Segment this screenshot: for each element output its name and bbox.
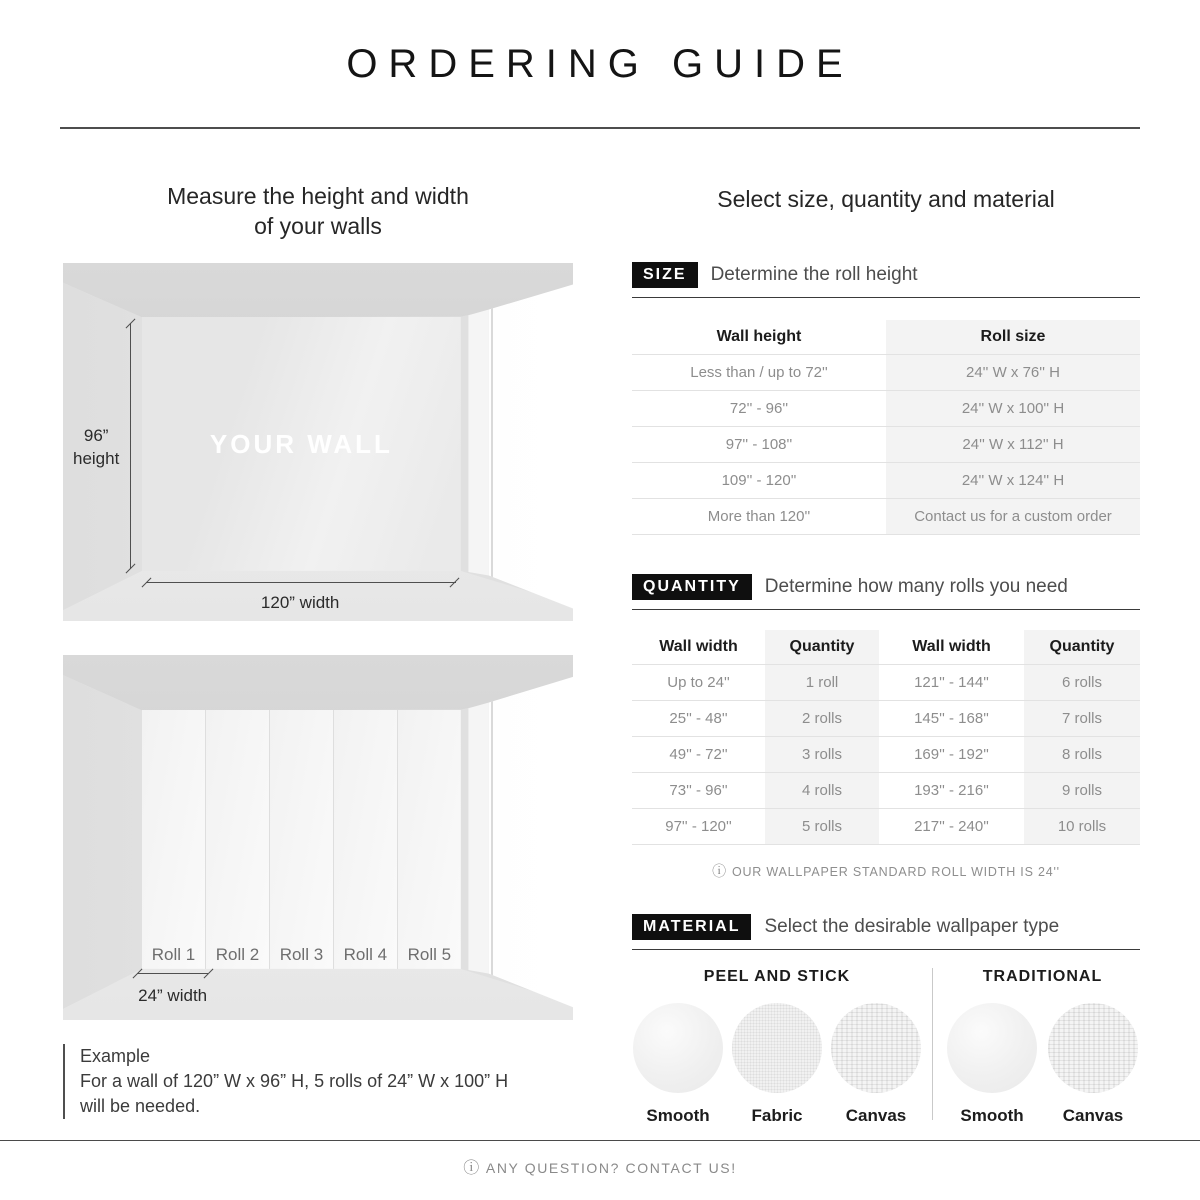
size-description: Determine the roll height <box>710 264 918 285</box>
wall-width-cell: 193'' - 216'' <box>879 773 1024 809</box>
canvas-texture-swatch <box>1048 1003 1138 1093</box>
wallpaper-rolls <box>142 710 461 968</box>
quantity-cell: 3 rolls <box>765 737 879 773</box>
roll-width-label: 24” width <box>138 986 208 1006</box>
material-option-canvas <box>1047 1003 1139 1126</box>
measure-heading-line2: of your walls <box>254 213 382 239</box>
table-row <box>632 355 1140 391</box>
measure-heading-line1: Measure the height and width <box>167 183 469 209</box>
smooth-texture-swatch <box>633 1003 723 1093</box>
material-option-fabric <box>731 1003 823 1126</box>
roll-width-measure-line <box>137 973 207 974</box>
material-option-label: Canvas <box>845 1106 907 1125</box>
table-row <box>632 391 1140 427</box>
quantity-cell: 5 rolls <box>765 809 879 845</box>
qty-col-quantity: Quantity <box>1024 630 1140 665</box>
roll-size-cell: 24'' W x 124'' H <box>886 463 1140 499</box>
quantity-cell: 1 roll <box>765 665 879 701</box>
material-group-peel-and-stick <box>632 968 922 1126</box>
your-wall-label: YOUR WALL <box>209 428 393 459</box>
size-section-header <box>632 262 1140 298</box>
measure-heading <box>63 181 573 241</box>
size-col-wall-height: Wall height <box>716 328 802 345</box>
material-option-label: Smooth <box>646 1106 710 1125</box>
height-value: 96” <box>83 426 109 446</box>
wall-width-cell: 169'' - 192'' <box>879 737 1024 773</box>
wall-height-cell: 109'' - 120'' <box>632 463 886 499</box>
size-table <box>632 320 1140 535</box>
table-row <box>632 737 1140 773</box>
roll-panel <box>398 710 461 968</box>
width-measure-line <box>146 582 456 583</box>
example-line1: For a wall of 120” W x 96” H, 5 rolls of 24” W x 100” H <box>80 1071 509 1091</box>
qty-col-quantity: Quantity <box>765 630 879 665</box>
roll-label: Roll 3 <box>279 945 324 964</box>
quantity-table <box>632 630 1140 845</box>
roll-panel <box>206 710 270 968</box>
height-measure-line <box>130 323 131 569</box>
footer-note <box>0 1155 1200 1178</box>
table-row <box>632 499 1140 535</box>
window-mullion <box>491 655 493 1020</box>
wall-width-cell: 121'' - 144'' <box>879 665 1024 701</box>
roll-size-cell: 24'' W x 112'' H <box>886 427 1140 463</box>
quantity-description: Determine how many rolls you need <box>764 576 1068 597</box>
material-options <box>632 1003 922 1126</box>
material-option-canvas <box>830 1003 922 1126</box>
quantity-cell: 8 rolls <box>1024 737 1140 773</box>
roll-width-note <box>632 861 1140 881</box>
material-section-header <box>632 914 1140 950</box>
size-section <box>632 262 1140 535</box>
height-word: height <box>72 449 120 469</box>
quantity-cell: 10 rolls <box>1024 809 1140 845</box>
quantity-cell: 9 rolls <box>1024 773 1140 809</box>
table-row <box>632 665 1140 701</box>
material-option-smooth <box>946 1003 1038 1126</box>
wall-width-cell: 73'' - 96'' <box>632 773 765 809</box>
smooth-texture-swatch <box>947 1003 1037 1093</box>
roll-label: Roll 1 <box>151 945 196 964</box>
quantity-cell: 4 rolls <box>765 773 879 809</box>
table-row <box>632 809 1140 845</box>
wall-width-cell: 97'' - 120'' <box>632 809 765 845</box>
wall-width-cell: 145'' - 168'' <box>879 701 1024 737</box>
material-option-smooth <box>632 1003 724 1126</box>
material-group-name: TRADITIONAL <box>982 968 1103 985</box>
table-row <box>632 701 1140 737</box>
size-badge: SIZE <box>632 262 698 288</box>
quantity-cell: 7 rolls <box>1024 701 1140 737</box>
quantity-badge: QUANTITY <box>632 574 752 600</box>
select-heading: Select size, quantity and material <box>717 186 1055 212</box>
wall-width-cell: Up to 24'' <box>632 665 765 701</box>
window-mullion <box>491 263 493 621</box>
quantity-cell: 2 rolls <box>765 701 879 737</box>
wall-height-cell: 97'' - 108'' <box>632 427 886 463</box>
example-line2: will be needed. <box>80 1096 201 1116</box>
info-icon: ⓘ <box>712 863 727 879</box>
material-groups <box>632 968 1140 1126</box>
table-row <box>632 463 1140 499</box>
room-illustration-measure <box>63 263 573 621</box>
wall-width-cell: 217'' - 240'' <box>879 809 1024 845</box>
wall-height-cell: 72'' - 96'' <box>632 391 886 427</box>
roll-size-cell: 24'' W x 76'' H <box>886 355 1140 391</box>
roll-label: Roll 4 <box>343 945 388 964</box>
info-icon: ⓘ <box>463 1160 481 1177</box>
canvas-texture-swatch <box>831 1003 921 1093</box>
height-label <box>63 424 129 470</box>
roll-panel <box>270 710 334 968</box>
qty-col-wall-width: Wall width <box>912 638 991 655</box>
footer-note-text: ANY QUESTION? CONTACT US! <box>485 1160 737 1176</box>
table-row <box>632 773 1140 809</box>
material-group-traditional <box>945 968 1140 1126</box>
quantity-section <box>632 574 1140 881</box>
roll-label: Roll 5 <box>407 945 452 964</box>
roll-panel <box>334 710 398 968</box>
roll-width-note-text: OUR WALLPAPER STANDARD ROLL WIDTH IS 24'' <box>731 865 1060 879</box>
roll-label: Roll 2 <box>215 945 260 964</box>
material-badge: MATERIAL <box>632 914 751 940</box>
qty-col-wall-width: Wall width <box>659 638 738 655</box>
material-option-label: Smooth <box>960 1106 1024 1125</box>
table-row <box>632 427 1140 463</box>
page-title: ORDERING GUIDE <box>346 42 854 86</box>
room-back-wall <box>142 317 461 570</box>
room-illustration-rolls <box>63 655 573 1020</box>
material-option-label: Fabric <box>751 1106 803 1125</box>
footer-divider <box>0 1140 1200 1141</box>
quantity-section-header <box>632 574 1140 610</box>
example-note <box>63 1044 568 1119</box>
wall-width-cell: 49'' - 72'' <box>632 737 765 773</box>
roll-panel <box>142 710 206 968</box>
material-description: Select the desirable wallpaper type <box>764 916 1060 937</box>
width-label: 120” width <box>260 593 340 613</box>
title-divider <box>60 127 1140 129</box>
material-option-label: Canvas <box>1062 1106 1124 1125</box>
wall-width-cell: 25'' - 48'' <box>632 701 765 737</box>
material-section <box>632 914 1140 1126</box>
roll-size-cell: 24'' W x 100'' H <box>886 391 1140 427</box>
roll-size-cell: Contact us for a custom order <box>886 499 1140 535</box>
size-col-roll-size: Roll size <box>886 320 1140 355</box>
wall-height-cell: More than 120'' <box>632 499 886 535</box>
material-options <box>945 1003 1140 1126</box>
fabric-texture-swatch <box>732 1003 822 1093</box>
material-group-name: PEEL AND STICK <box>703 968 851 985</box>
wall-height-cell: Less than / up to 72'' <box>632 355 886 391</box>
material-group-divider <box>932 968 933 1120</box>
example-title: Example <box>80 1046 151 1066</box>
quantity-cell: 6 rolls <box>1024 665 1140 701</box>
